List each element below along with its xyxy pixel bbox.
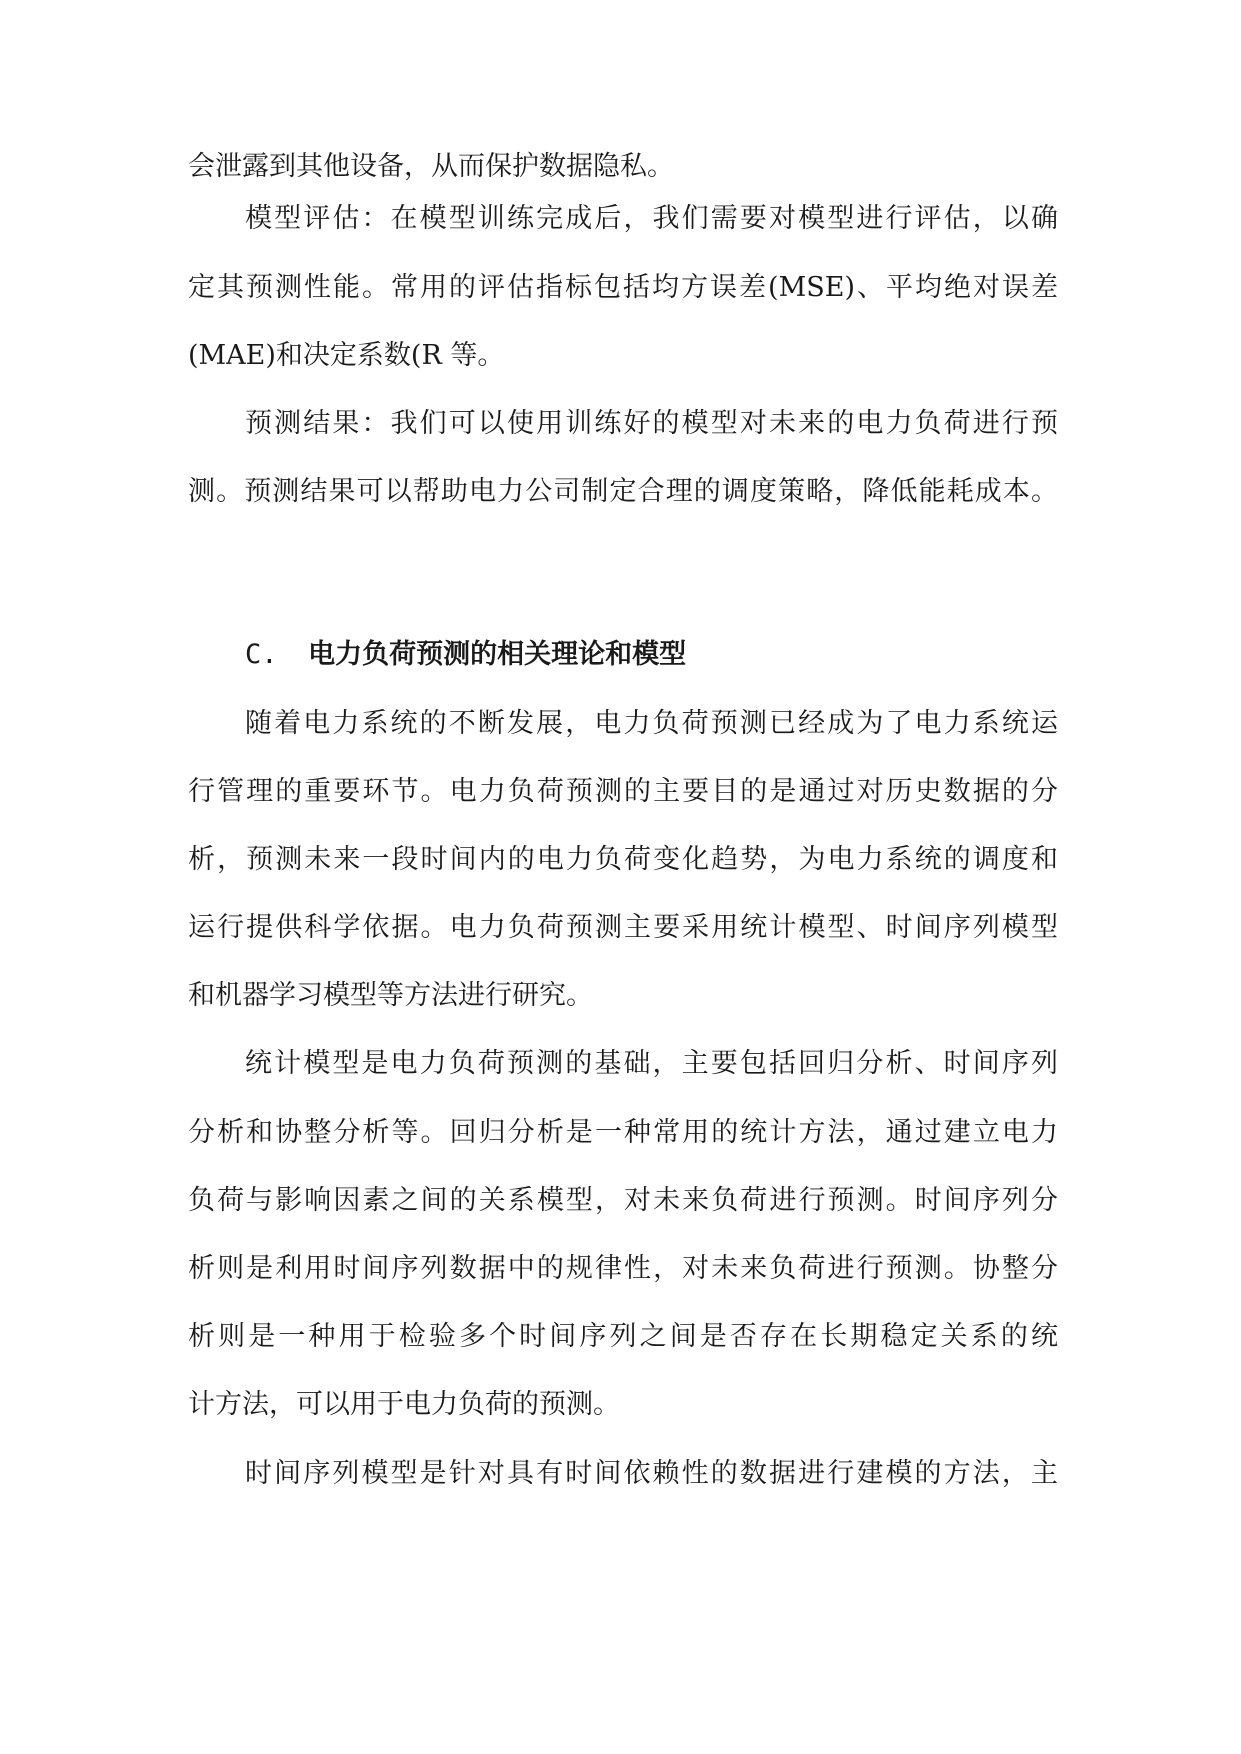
text-line: 计方法，可以用于电力负荷的预测。 <box>188 1389 620 1420</box>
text-line: 析则是一种用于检验多个时间序列之间是否存在长期稳定关系的统 <box>188 1321 1058 1352</box>
text-line: (MAE)和决定系数(R 等。 <box>188 340 505 371</box>
text-line: 随着电力系统的不断发展，电力负荷预测已经成为了电力系统运 <box>245 708 1058 739</box>
text-line: 分析和协整分析等。回归分析是一种常用的统计方法，通过建立电力 <box>188 1117 1058 1148</box>
text-line: 测。预测结果可以帮助电力公司制定合理的调度策略，降低能耗成本。 <box>188 476 1058 507</box>
text-line: 时间序列模型是针对具有时间依赖性的数据进行建模的方法，主 <box>245 1458 1058 1489</box>
text-line: 定其预测性能。常用的评估指标包括均方误差(MSE)、平均绝对误差 <box>188 272 1058 303</box>
text-line: 析则是利用时间序列数据中的规律性，对未来负荷进行预测。协整分 <box>188 1253 1058 1284</box>
text-line: 行管理的重要环节。电力负荷预测的主要目的是通过对历史数据的分 <box>188 776 1058 807</box>
text-line: 和机器学习模型等方法进行研究。 <box>188 980 593 1011</box>
section-heading <box>245 635 686 675</box>
text-line: 预测结果：我们可以使用训练好的模型对未来的电力负荷进行预 <box>245 408 1058 439</box>
section-heading-title: 电力负荷预测的相关理论和模型 <box>308 639 687 670</box>
text-line: 统计模型是电力负荷预测的基础，主要包括回归分析、时间序列 <box>245 1048 1058 1079</box>
text-line: 模型评估：在模型训练完成后，我们需要对模型进行评估，以确 <box>245 203 1058 234</box>
text-line: 运行提供科学依据。电力负荷预测主要采用统计模型、时间序列模型 <box>188 912 1058 943</box>
text-line: 负荷与影响因素之间的关系模型，对未来负荷进行预测。时间序列分 <box>188 1185 1058 1216</box>
text-line: 析，预测未来一段时间内的电力负荷变化趋势，为电力系统的调度和 <box>188 844 1058 875</box>
text-line: 会泄露到其他设备，从而保护数据隐私。 <box>188 151 674 182</box>
section-heading-label: C. <box>245 639 278 670</box>
